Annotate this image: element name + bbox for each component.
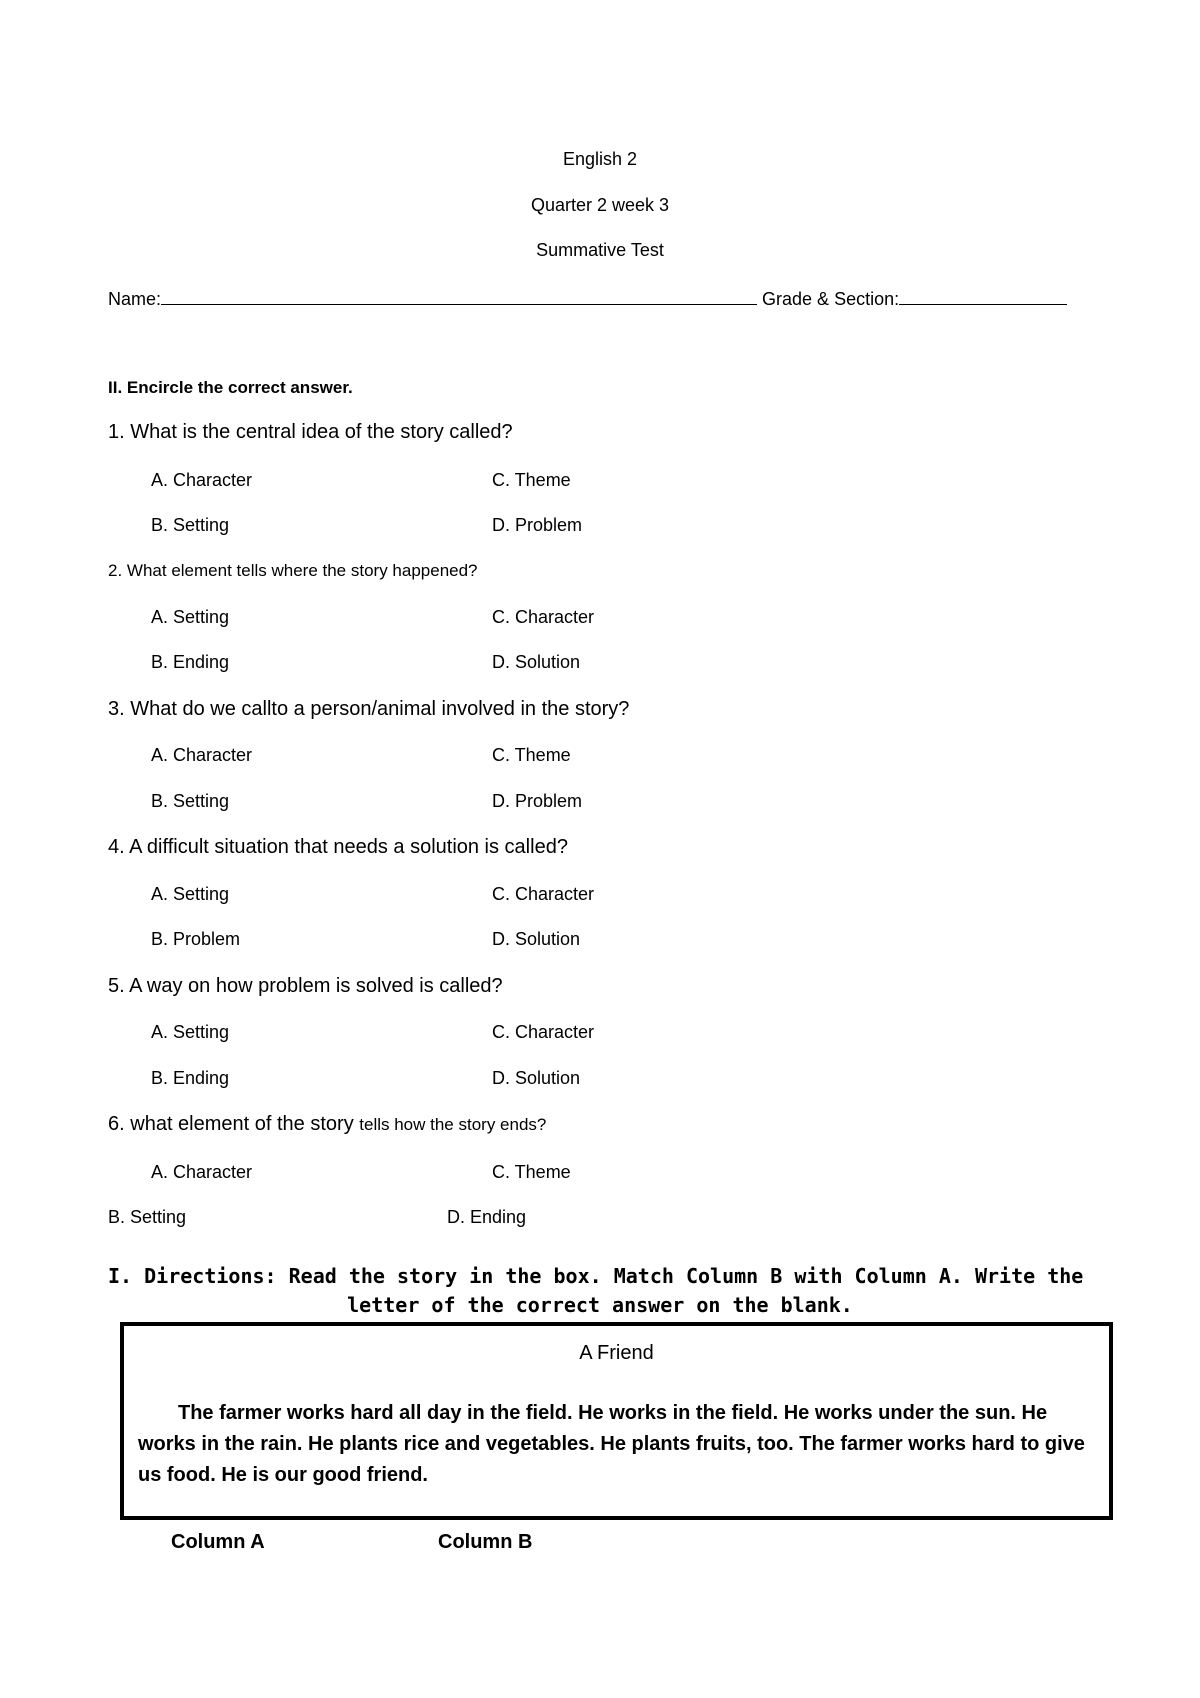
option[interactable]: C. Theme [492, 745, 571, 765]
story-box [120, 1322, 1113, 1520]
option[interactable]: C. Theme [492, 470, 571, 490]
option[interactable]: C. Character [492, 1022, 595, 1042]
question-3 [108, 698, 629, 721]
question-text: What element tells where the story happened? [126, 561, 478, 580]
question-number: 3. [108, 698, 125, 720]
question-6 [108, 1113, 546, 1136]
question-number: 5. [108, 975, 125, 997]
question-number: 4. [108, 836, 125, 858]
question-number: 2. [108, 561, 123, 580]
option[interactable]: D. Problem [492, 515, 583, 535]
subject-title: English 2 [562, 149, 638, 169]
question-text: what element of the story [130, 1113, 354, 1135]
column-b-header: Column B [438, 1531, 533, 1553]
option[interactable]: B. Ending [151, 1068, 230, 1088]
directions-line-1: I. Directions: Read the story in the box. Match Column B with Column A. Write the [108, 1264, 1084, 1288]
question-number: 6. [108, 1113, 125, 1135]
option[interactable]: C. Character [492, 884, 595, 904]
option[interactable]: B. Ending [151, 652, 230, 672]
name-field[interactable] [161, 286, 757, 305]
question-2 [108, 561, 478, 581]
option[interactable]: B. Setting [108, 1207, 187, 1227]
period-title: Quarter 2 week 3 [530, 195, 670, 215]
part-two-instruction: II. Encircle the correct answer. [108, 378, 353, 397]
option[interactable]: D. Ending [447, 1207, 527, 1227]
question-1 [108, 421, 513, 444]
directions-line-2: letter of the correct answer on the blank. [347, 1293, 853, 1317]
grade-label: Grade & Section: [762, 289, 900, 309]
grade-section-field[interactable] [899, 286, 1067, 305]
question-4 [108, 836, 568, 859]
option[interactable]: D. Solution [492, 929, 581, 949]
option[interactable]: B. Setting [151, 791, 230, 811]
question-text: A way on how problem is solved is called? [129, 975, 503, 997]
option[interactable]: A. Character [151, 745, 253, 765]
option[interactable]: A. Character [151, 1162, 253, 1182]
option[interactable]: A. Setting [151, 884, 230, 904]
option[interactable]: C. Theme [492, 1162, 571, 1182]
column-a-header: Column A [171, 1531, 265, 1553]
option[interactable]: B. Problem [151, 929, 241, 949]
question-5 [108, 975, 503, 998]
option[interactable]: A. Character [151, 470, 253, 490]
story-title: A Friend [579, 1342, 654, 1364]
option[interactable]: A. Setting [151, 1022, 230, 1042]
option[interactable]: D. Problem [492, 791, 583, 811]
question-text: What is the central idea of the story called? [130, 421, 513, 443]
name-label: Name: [108, 289, 162, 309]
question-number: 1. [108, 421, 125, 443]
question-text-tail: tells how the story ends? [359, 1115, 547, 1134]
student-fields [108, 286, 1067, 310]
option[interactable]: D. Solution [492, 652, 581, 672]
option[interactable]: A. Setting [151, 607, 230, 627]
option[interactable]: C. Character [492, 607, 595, 627]
option[interactable]: B. Setting [151, 515, 230, 535]
test-type-title: Summative Test [536, 240, 664, 260]
question-text: What do we callto a person/animal involved in the story? [130, 698, 630, 720]
story-text: The farmer works hard all day in the field. He works in the field. He works under the sun. He works in the rain. He plants rice and vegetables. He plants fruits, too. The farmer works hard to give us food. He is our good friend. [138, 1402, 1085, 1486]
question-text: A difficult situation that needs a solution is called? [129, 836, 568, 858]
option[interactable]: D. Solution [492, 1068, 581, 1088]
